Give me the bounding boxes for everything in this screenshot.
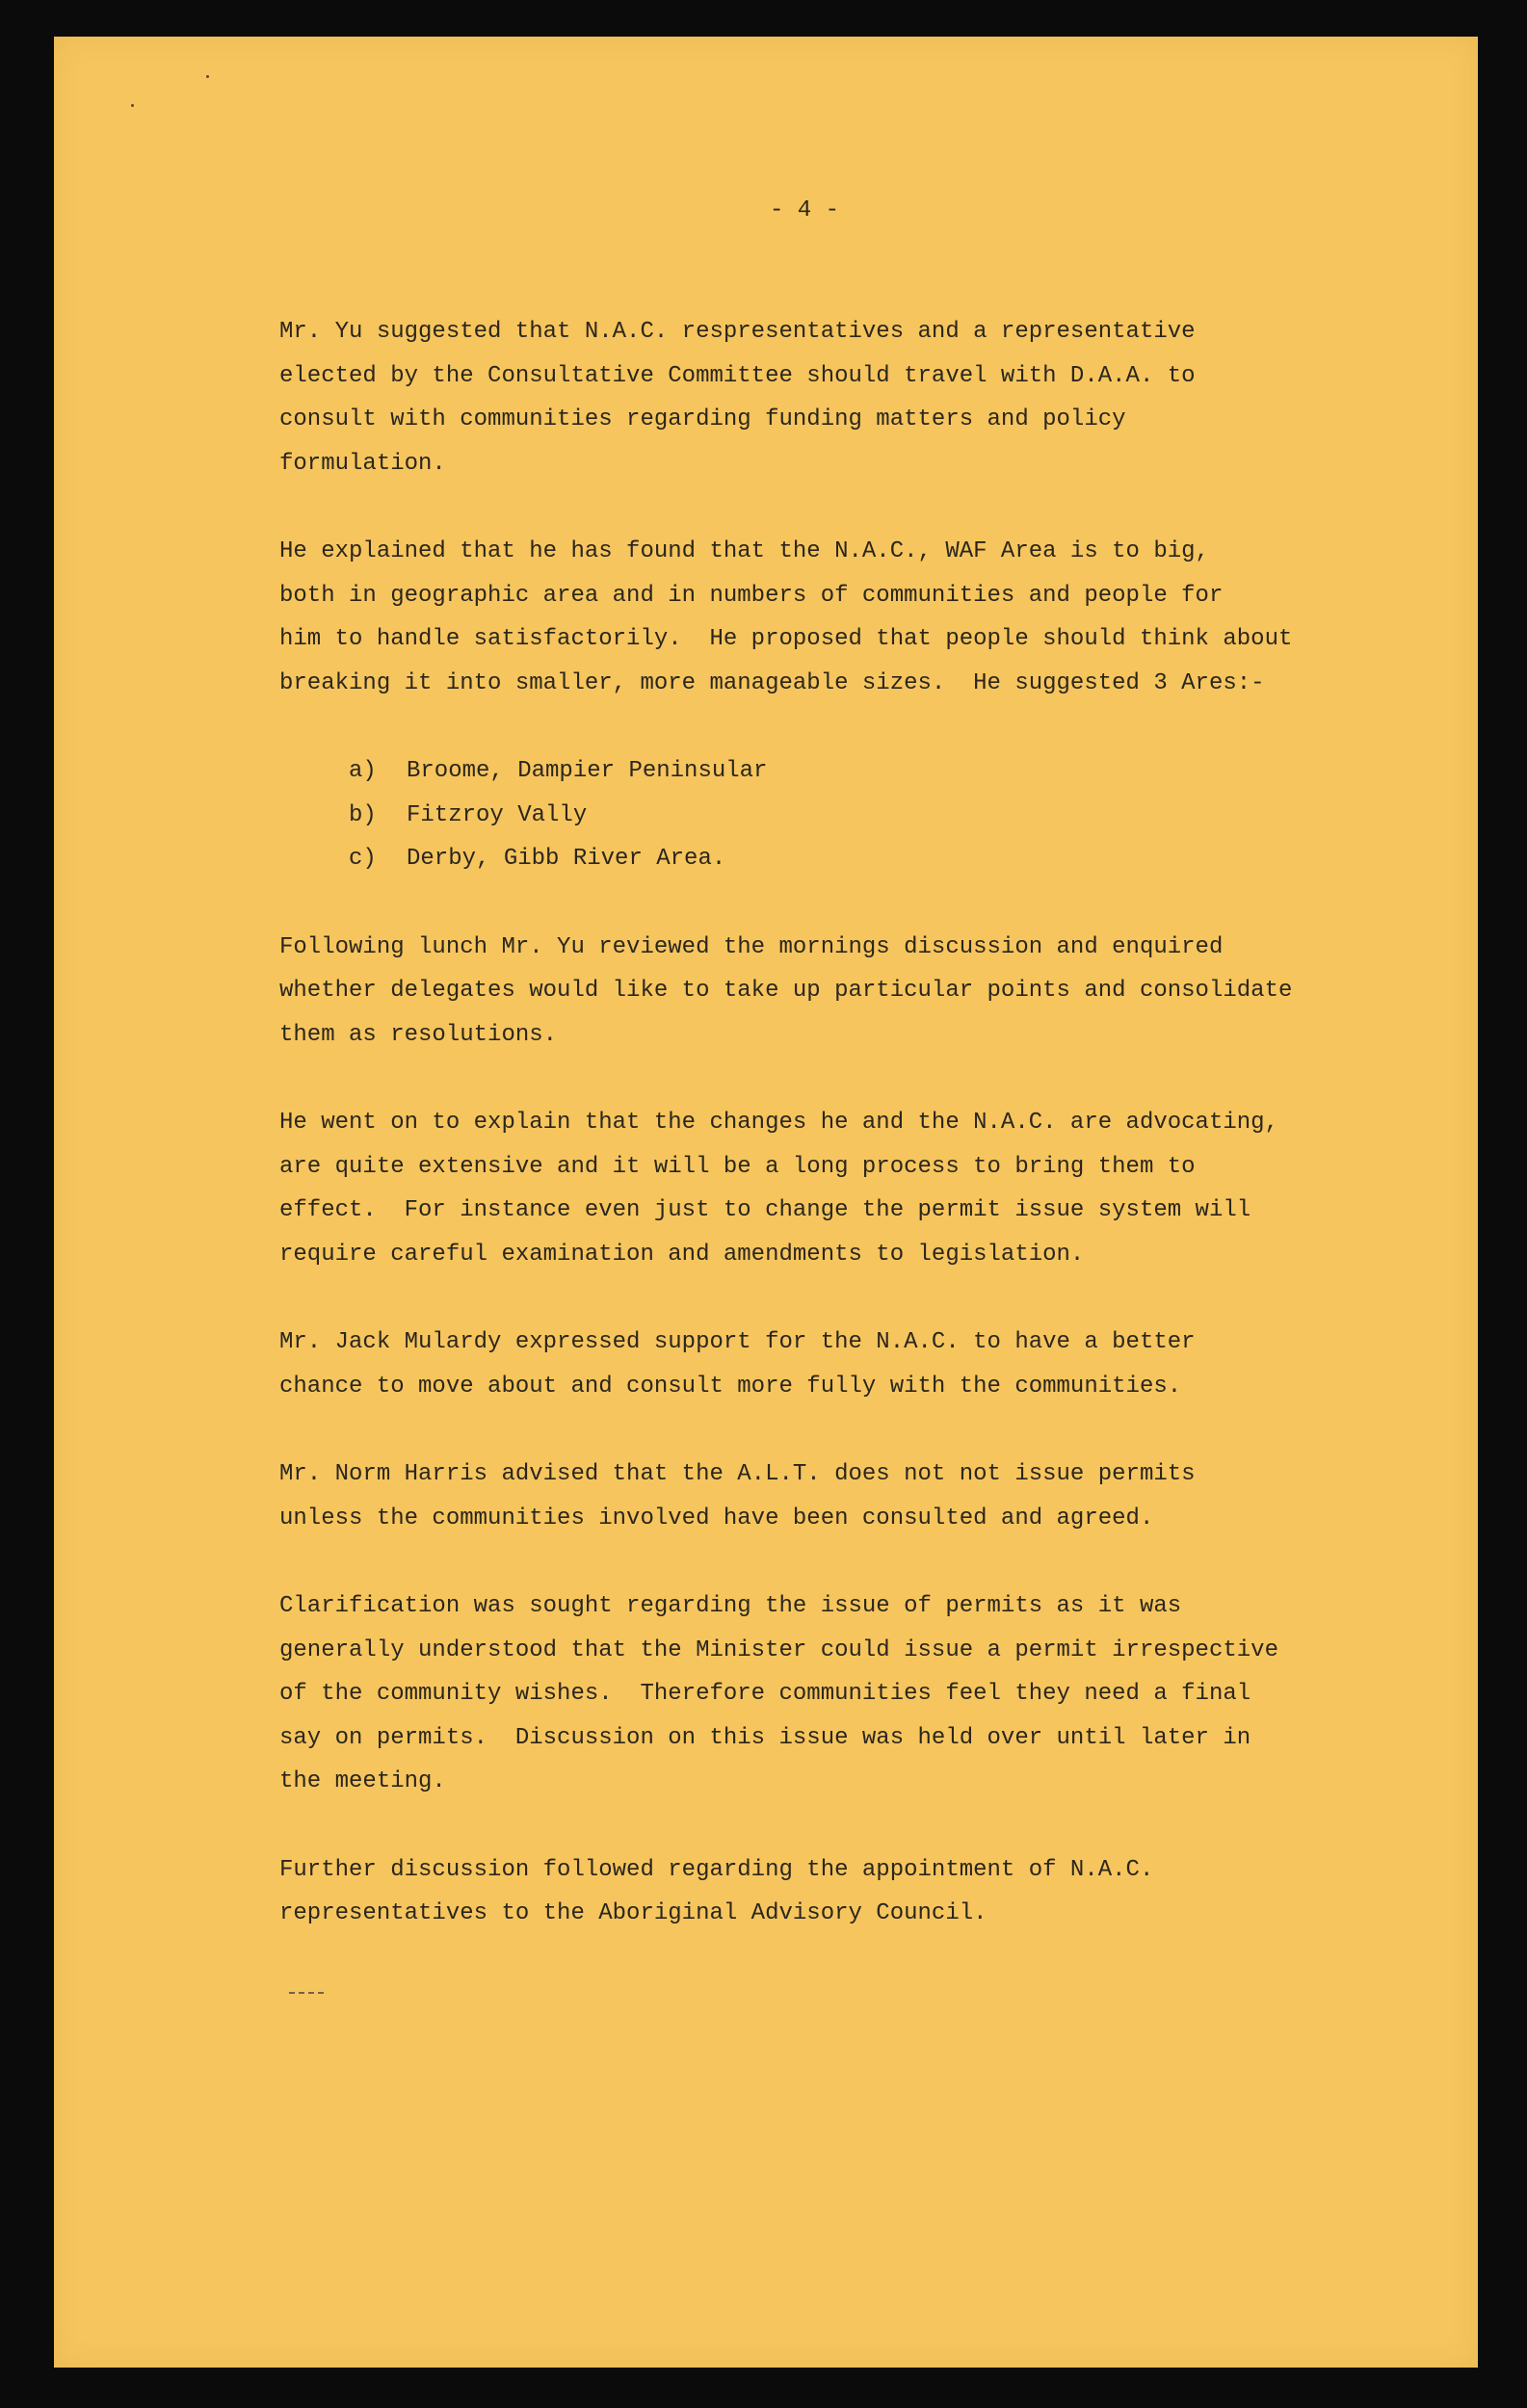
text-line: representatives to the Aboriginal Advisory Council.	[279, 1900, 987, 1926]
text-line: Following lunch Mr. Yu reviewed the mornings discussion and enquired	[279, 933, 1224, 960]
paragraph-changes-process	[279, 1101, 1378, 1276]
text-line: require careful examination and amendments to legislation.	[279, 1241, 1085, 1268]
text-line: effect. For instance even just to change the permit issue system will	[279, 1197, 1251, 1223]
list-item	[279, 794, 1378, 838]
paper-speck	[206, 75, 209, 78]
text-line: them as resolutions.	[279, 1021, 558, 1048]
text-line: He went on to explain that the changes he and the N.A.C. are advocating,	[279, 1110, 1278, 1136]
text-line: Clarification was sought regarding the issue of permits as it was	[279, 1593, 1182, 1619]
paragraph-area-size	[279, 530, 1378, 705]
text-line: unless the communities involved have been consulted and agreed.	[279, 1505, 1154, 1531]
paragraph-mulardy-support	[279, 1321, 1378, 1408]
paragraph-advisory-council	[279, 1848, 1378, 1936]
text-line: He explained that he has found that the N.A.C., WAF Area is to big,	[279, 538, 1209, 564]
text-line: elected by the Consultative Committee should travel with D.A.A. to	[279, 362, 1196, 389]
paragraph-permit-clarification	[279, 1584, 1378, 1804]
page-number: - 4 -	[769, 197, 839, 223]
proposed-areas-list	[279, 749, 1378, 881]
text-line: both in geographic area and in numbers of communities and people for	[279, 582, 1224, 609]
text-line: generally understood that the Minister could issue a permit irrespective	[279, 1636, 1278, 1663]
list-item	[279, 749, 1378, 794]
text-line: the meeting.	[279, 1768, 446, 1794]
paper-speck	[131, 104, 134, 107]
text-line: whether delegates would like to take up particular points and consolidate	[279, 978, 1293, 1004]
list-item-text: Fitzroy Vally	[407, 801, 588, 828]
text-line: Mr. Norm Harris advised that the A.L.T. does not not issue permits	[279, 1461, 1196, 1487]
list-marker: a)	[349, 758, 377, 784]
list-item-text: Derby, Gibb River Area.	[407, 846, 726, 872]
text-line: consult with communities regarding funding matters and policy	[279, 406, 1126, 432]
document-body	[279, 310, 1378, 1980]
list-item-text: Broome, Dampier Peninsular	[407, 758, 768, 784]
list-item	[279, 837, 1378, 881]
list-marker: c)	[349, 846, 377, 872]
list-marker: b)	[349, 801, 377, 828]
text-line: chance to move about and consult more fully with the communities.	[279, 1373, 1182, 1400]
text-line: Mr. Jack Mulardy expressed support for the N.A.C. to have a better	[279, 1329, 1196, 1355]
paragraph-lunch-review	[279, 926, 1378, 1058]
text-line: are quite extensive and it will be a long process to bring them to	[279, 1153, 1196, 1180]
text-line: Further discussion followed regarding the appointment of N.A.C.	[279, 1856, 1154, 1883]
text-line: Mr. Yu suggested that N.A.C. respresentatives and a representative	[279, 319, 1196, 345]
text-line: say on permits. Discussion on this issue was held over until later in	[279, 1724, 1251, 1751]
paragraph-harris-permits	[279, 1453, 1378, 1540]
text-line: him to handle satisfactorily. He proposed that people should think about	[279, 626, 1293, 652]
text-line: breaking it into smaller, more manageable sizes. He suggested 3 Ares:-	[279, 669, 1265, 696]
stray-pen-mark	[289, 1992, 324, 1996]
text-line: formulation.	[279, 450, 446, 477]
text-line: of the community wishes. Therefore communities feel they need a final	[279, 1681, 1251, 1707]
paragraph-consultation-proposal	[279, 310, 1378, 485]
